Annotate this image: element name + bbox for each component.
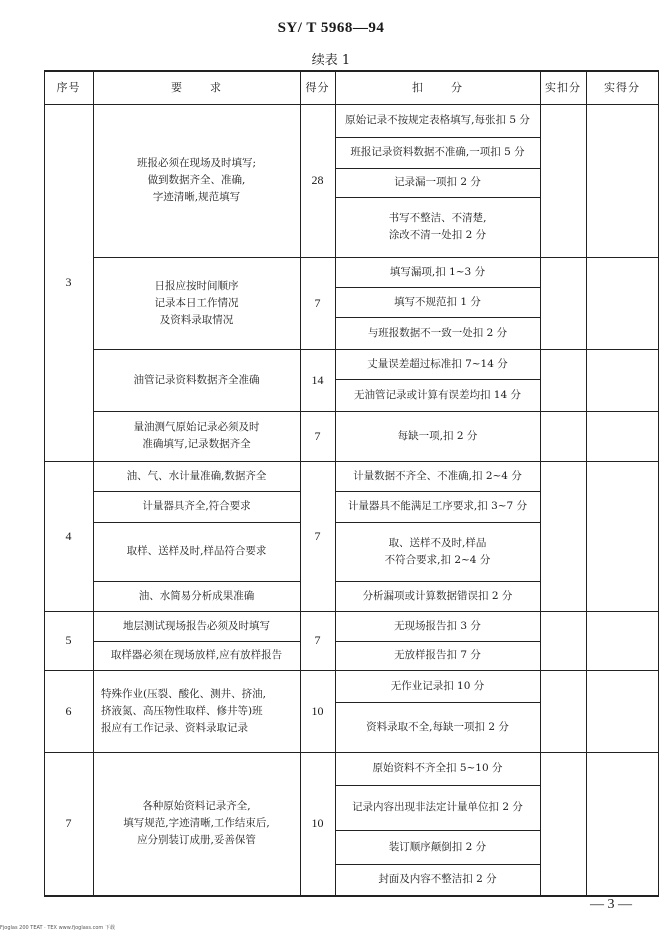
row-7-number: 7 [65, 816, 72, 830]
row-7-deduction-2: 记录内容出现非法定计量单位扣 2 分 [352, 801, 523, 813]
row-3a-score: 28 [311, 173, 324, 187]
row-4-score: 7 [314, 528, 321, 543]
row-4-number: 4 [65, 528, 72, 543]
row-5-deduction-2: 无放样报告扣 7 分 [394, 649, 481, 661]
row-7-deduction-4: 封面及内容不整洁扣 2 分 [378, 873, 497, 885]
row-4-deduction-1: 计量数据不齐全、不准确,扣 2~4 分 [353, 469, 522, 482]
col-header-deduction: 扣 分 [412, 81, 463, 94]
row-6-deduction-2: 资料录取不全,每缺一项扣 2 分 [366, 720, 509, 733]
row-3d-requirement: 量油测气原始记录必须及时 准确填写,记录数据齐全 [133, 421, 260, 450]
row-3-number: 3 [65, 275, 72, 289]
row-3c-deduction-2: 无油管记录或计算有误差均扣 14 分 [353, 388, 522, 401]
row-4-deduction-3: 取、送样不及时,样品 不符合要求,扣 2~4 分 [384, 536, 491, 566]
row-3b-deduction-2: 填写不规范扣 1 分 [394, 295, 481, 308]
row-3b-deduction-1: 填写漏项,扣 1~3 分 [389, 265, 486, 278]
col-header-actual-deduction: 实扣分 [545, 81, 581, 94]
row-3b-deduction-3: 与班报数据不一致一处扣 2 分 [367, 326, 508, 339]
row-4-requirement-1: 油、气、水计量准确,数据齐全 [126, 469, 267, 482]
table-caption: 续表 1 [311, 53, 351, 68]
row-3c-requirement: 油管记录资料数据齐全准确 [133, 373, 260, 386]
col-header-no: 序号 [56, 81, 81, 94]
row-5-number: 5 [65, 633, 72, 647]
row-3c-deduction-1: 丈量误差超过标准扣 7~14 分 [367, 357, 508, 370]
row-3a-deduction-3: 记录漏一项扣 2 分 [394, 176, 481, 188]
row-7-score: 10 [311, 816, 324, 830]
row-7-deduction-1: 原始资料不齐全扣 5~10 分 [372, 762, 503, 774]
row-3a-deduction-2: 班报记录资料数据不准确,一项扣 5 分 [350, 146, 525, 158]
row-6-deduction-1: 无作业记录扣 10 分 [390, 679, 485, 692]
row-7-deduction-3: 装订顺序颠倒扣 2 分 [388, 840, 487, 853]
row-4-deduction-2: 计量器具不能满足工序要求,扣 3~7 分 [347, 500, 528, 512]
row-3d-deduction-1: 每缺一项,扣 2 分 [397, 429, 478, 442]
col-header-actual-score: 实得分 [604, 81, 640, 94]
row-5-score: 7 [314, 633, 321, 647]
row-3b-score: 7 [314, 295, 321, 310]
row-3d-score: 7 [314, 428, 321, 443]
row-3a-deduction-1: 原始记录不按规定表格填写,每张扣 5 分 [345, 114, 530, 126]
row-4-requirement-2: 计量器具齐全,符合要求 [142, 500, 251, 512]
row-3c-score: 14 [311, 372, 324, 387]
standard-number: SY/ T 5968—94 [277, 20, 385, 36]
page-number: — 3 — [590, 897, 632, 912]
col-header-requirement: 要 求 [171, 81, 222, 94]
row-4-deduction-4: 分析漏项或计算数据错误扣 2 分 [362, 589, 513, 602]
row-3a-deduction-4: 书写不整洁、不清楚, 涂改不清一处扣 2 分 [388, 212, 487, 241]
row-7-requirement: 各种原始资料记录齐全, 填写规范,字迹清晰,工作结束后, 应分别装订成册,妥善保管 [123, 800, 270, 846]
row-5-requirement-2: 取样器必须在现场放样,应有放样报告 [110, 649, 283, 661]
row-6-score: 10 [311, 703, 324, 718]
row-3b-requirement: 日报应按时间顺序 记录本日工作情况 及资料录取情况 [154, 279, 239, 326]
row-6-number: 6 [65, 703, 72, 718]
col-header-score: 得分 [305, 81, 330, 94]
footer-credit: Fjoglas 200 TEAT · TEX www.fjoglass.com 下载 [0, 925, 115, 931]
row-3a-requirement: 班报必须在现场及时填写; 做到数据齐全、准确, 字迹清晰,规范填写 [136, 157, 257, 203]
row-6-requirement: 特殊作业(压裂、酸化、测井、挤油, 挤液氮、高压物性取样、修井等)班 报应有工作记录、资料录取记录 [101, 687, 266, 734]
row-4-requirement-3: 取样、送样及时,样品符合要求 [126, 545, 267, 557]
row-4-requirement-4: 油、水简易分析成果准确 [138, 589, 255, 602]
row-5-deduction-1: 无现场报告扣 3 分 [394, 619, 481, 632]
row-5-requirement-1: 地层测试现场报告必须及时填写 [123, 619, 270, 632]
